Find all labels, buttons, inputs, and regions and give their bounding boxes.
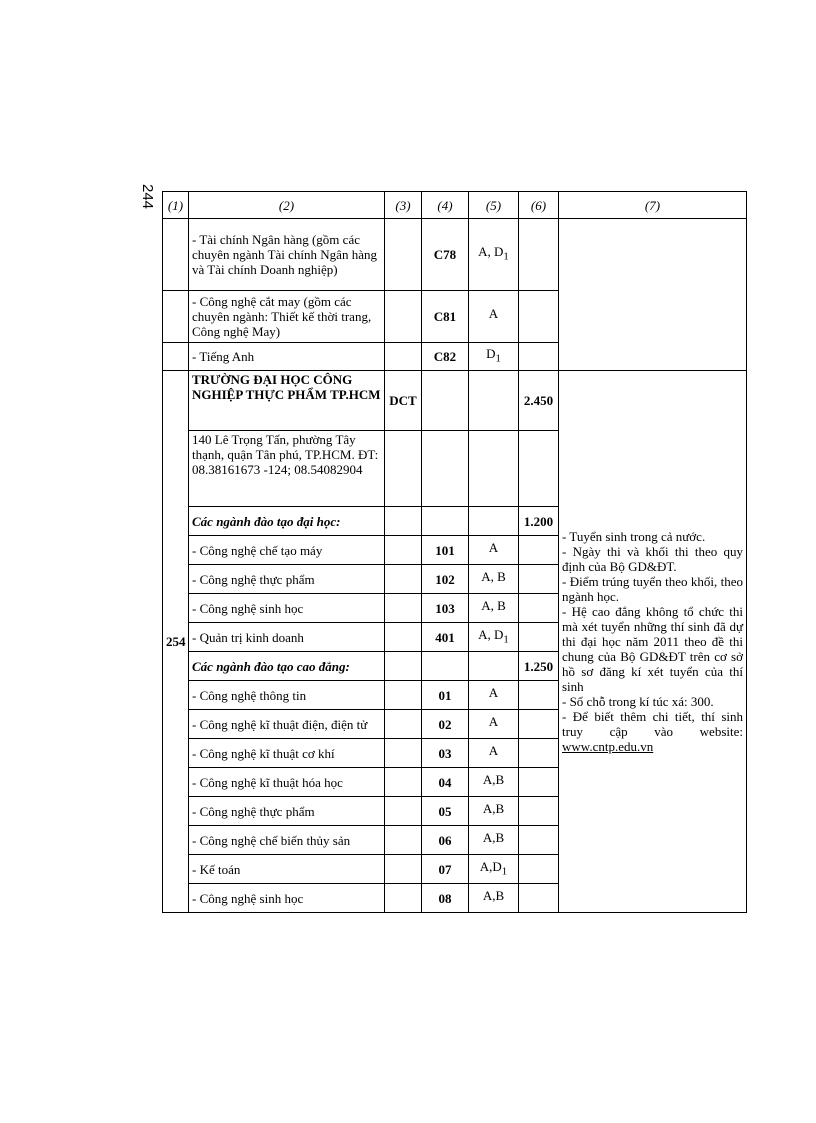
school-code-cell bbox=[385, 431, 422, 507]
school-code-cell bbox=[385, 681, 422, 710]
header-col-3: (3) bbox=[385, 192, 422, 219]
major-code: 08 bbox=[422, 884, 469, 913]
college-quota: 1.250 bbox=[519, 652, 559, 681]
quota-cell bbox=[519, 681, 559, 710]
major-name: - Công nghệ kĩ thuật hóa học bbox=[189, 768, 385, 797]
school-code-cell bbox=[385, 507, 422, 536]
quota-cell bbox=[519, 594, 559, 623]
exam-block: A,B bbox=[469, 884, 519, 913]
school-name: TRƯỜNG ĐẠI HỌC CÔNG NGHIỆP THỰC PHẨM TP.HCM bbox=[189, 371, 385, 431]
school-code: DCT bbox=[385, 371, 422, 431]
quota-cell bbox=[519, 219, 559, 291]
header-col-7: (7) bbox=[559, 192, 747, 219]
school-code-cell bbox=[385, 343, 422, 371]
major-code: C81 bbox=[422, 291, 469, 343]
major-code-cell bbox=[422, 507, 469, 536]
school-code-cell bbox=[385, 565, 422, 594]
note-item: - Ngày thi và khối thi theo quy định của Bộ GD&ĐT. bbox=[562, 544, 743, 574]
major-code: 05 bbox=[422, 797, 469, 826]
exam-block: A,B bbox=[469, 826, 519, 855]
notes-cell-previous bbox=[559, 219, 747, 371]
quota-cell bbox=[519, 710, 559, 739]
header-col-4: (4) bbox=[422, 192, 469, 219]
major-code-cell bbox=[422, 431, 469, 507]
header-col-5: (5) bbox=[469, 192, 519, 219]
major-name: - Công nghệ kĩ thuật điện, điện tử bbox=[189, 710, 385, 739]
university-heading: Các ngành đào tạo đại học: bbox=[189, 507, 385, 536]
exam-block-cell bbox=[469, 431, 519, 507]
school-code-cell bbox=[385, 884, 422, 913]
header-col-6: (6) bbox=[519, 192, 559, 219]
exam-block: A, $D_1$ bbox=[469, 219, 519, 291]
exam-block-cell bbox=[469, 371, 519, 431]
quota-cell bbox=[519, 536, 559, 565]
major-name: - Công nghệ sinh học bbox=[189, 884, 385, 913]
major-code: 103 bbox=[422, 594, 469, 623]
school-code-cell bbox=[385, 710, 422, 739]
major-name: - Công nghệ kĩ thuật cơ khí bbox=[189, 739, 385, 768]
stt-cell bbox=[163, 343, 189, 371]
major-code: 07 bbox=[422, 855, 469, 884]
page-number: 244 bbox=[139, 184, 156, 210]
school-notes bbox=[559, 371, 747, 913]
school-code-cell bbox=[385, 536, 422, 565]
stt-cell bbox=[163, 291, 189, 343]
website-link[interactable]: www.cntp.edu.vn bbox=[562, 739, 654, 754]
major-name: - Công nghệ chế tạo máy bbox=[189, 536, 385, 565]
exam-block: A bbox=[469, 739, 519, 768]
exam-block-cell bbox=[469, 652, 519, 681]
school-code-cell bbox=[385, 623, 422, 652]
exam-block: A bbox=[469, 681, 519, 710]
major-name: - Công nghệ sinh học bbox=[189, 594, 385, 623]
major-code: 03 bbox=[422, 739, 469, 768]
quota-cell bbox=[519, 291, 559, 343]
major-name: - Công nghệ chế biến thủy sản bbox=[189, 826, 385, 855]
exam-block: $D_1$ bbox=[469, 343, 519, 371]
major-name: - Công nghệ thực phẩm bbox=[189, 565, 385, 594]
university-quota: 1.200 bbox=[519, 507, 559, 536]
note-item: - Số chỗ trong kí túc xá: 300. bbox=[562, 694, 714, 709]
quota-cell bbox=[519, 431, 559, 507]
quota-cell bbox=[519, 797, 559, 826]
stt-cell bbox=[163, 219, 189, 291]
exam-block-cell bbox=[469, 507, 519, 536]
major-code: 401 bbox=[422, 623, 469, 652]
note-item: - Hệ cao đẳng không tổ chức thi mà xét tuyển những thí sinh đã dự thi đại học năm 2011 theo đề thi chung của Bộ GD&ĐT trên cơ sở hồ sơ đăng kí xét tuyển của thí sinh bbox=[562, 604, 743, 694]
major-code: 01 bbox=[422, 681, 469, 710]
major-name: - Tiếng Anh bbox=[189, 343, 385, 371]
quota-cell bbox=[519, 826, 559, 855]
note-item: - Để biết thêm chi tiết, thí sinh truy cập vào website: www.cntp.edu.vn bbox=[562, 709, 743, 754]
exam-block: $A,D_1$ bbox=[469, 855, 519, 884]
header-row bbox=[163, 192, 747, 219]
table-row bbox=[163, 219, 747, 291]
school-address: 140 Lê Trọng Tấn, phường Tây thạnh, quận Tân phú, TP.HCM. ĐT: 08.38161673 -124; 08.54082904 bbox=[189, 431, 385, 507]
school-code-cell bbox=[385, 855, 422, 884]
exam-block: A,B bbox=[469, 768, 519, 797]
school-code-cell bbox=[385, 826, 422, 855]
school-code-cell bbox=[385, 291, 422, 343]
quota-cell bbox=[519, 565, 559, 594]
major-code: 02 bbox=[422, 710, 469, 739]
quota-cell bbox=[519, 343, 559, 371]
quota-cell bbox=[519, 884, 559, 913]
major-code-cell bbox=[422, 652, 469, 681]
quota-cell bbox=[519, 739, 559, 768]
school-row bbox=[163, 371, 747, 431]
exam-block: A, B bbox=[469, 565, 519, 594]
exam-block: A, B bbox=[469, 594, 519, 623]
college-heading: Các ngành đào tạo cao đẳng: bbox=[189, 652, 385, 681]
school-code-cell bbox=[385, 652, 422, 681]
exam-block: A,B bbox=[469, 797, 519, 826]
major-name: - Kế toán bbox=[189, 855, 385, 884]
exam-block: A bbox=[469, 291, 519, 343]
major-code: C82 bbox=[422, 343, 469, 371]
school-stt: 254 bbox=[163, 371, 189, 913]
school-code-cell bbox=[385, 219, 422, 291]
admission-table bbox=[162, 191, 747, 913]
major-code: 101 bbox=[422, 536, 469, 565]
note-item: - Điểm trúng tuyển theo khối, theo ngành học. bbox=[562, 574, 743, 604]
exam-block: A bbox=[469, 710, 519, 739]
school-code-cell bbox=[385, 768, 422, 797]
header-col-1: (1) bbox=[163, 192, 189, 219]
major-code: 06 bbox=[422, 826, 469, 855]
major-code: 102 bbox=[422, 565, 469, 594]
note-item: - Tuyển sinh trong cả nước. bbox=[562, 529, 706, 544]
school-code-cell bbox=[385, 739, 422, 768]
quota-cell bbox=[519, 768, 559, 797]
major-name: - Công nghệ cắt may (gồm các chuyên ngành: Thiết kế thời trang, Công nghệ May) bbox=[189, 291, 385, 343]
major-name: - Công nghệ thông tin bbox=[189, 681, 385, 710]
school-code-cell bbox=[385, 797, 422, 826]
school-code-cell bbox=[385, 594, 422, 623]
school-quota: 2.450 bbox=[519, 371, 559, 431]
major-code: 04 bbox=[422, 768, 469, 797]
exam-block: A, $D_1$ bbox=[469, 623, 519, 652]
major-name: - Tài chính Ngân hàng (gồm các chuyên ngành Tài chính Ngân hàng và Tài chính Doanh nghiệp) bbox=[189, 219, 385, 291]
header-col-2: (2) bbox=[189, 192, 385, 219]
quota-cell bbox=[519, 623, 559, 652]
quota-cell bbox=[519, 855, 559, 884]
major-name: - Quản trị kinh doanh bbox=[189, 623, 385, 652]
major-code: C78 bbox=[422, 219, 469, 291]
exam-block: A bbox=[469, 536, 519, 565]
major-code-cell bbox=[422, 371, 469, 431]
major-name: - Công nghệ thực phẩm bbox=[189, 797, 385, 826]
